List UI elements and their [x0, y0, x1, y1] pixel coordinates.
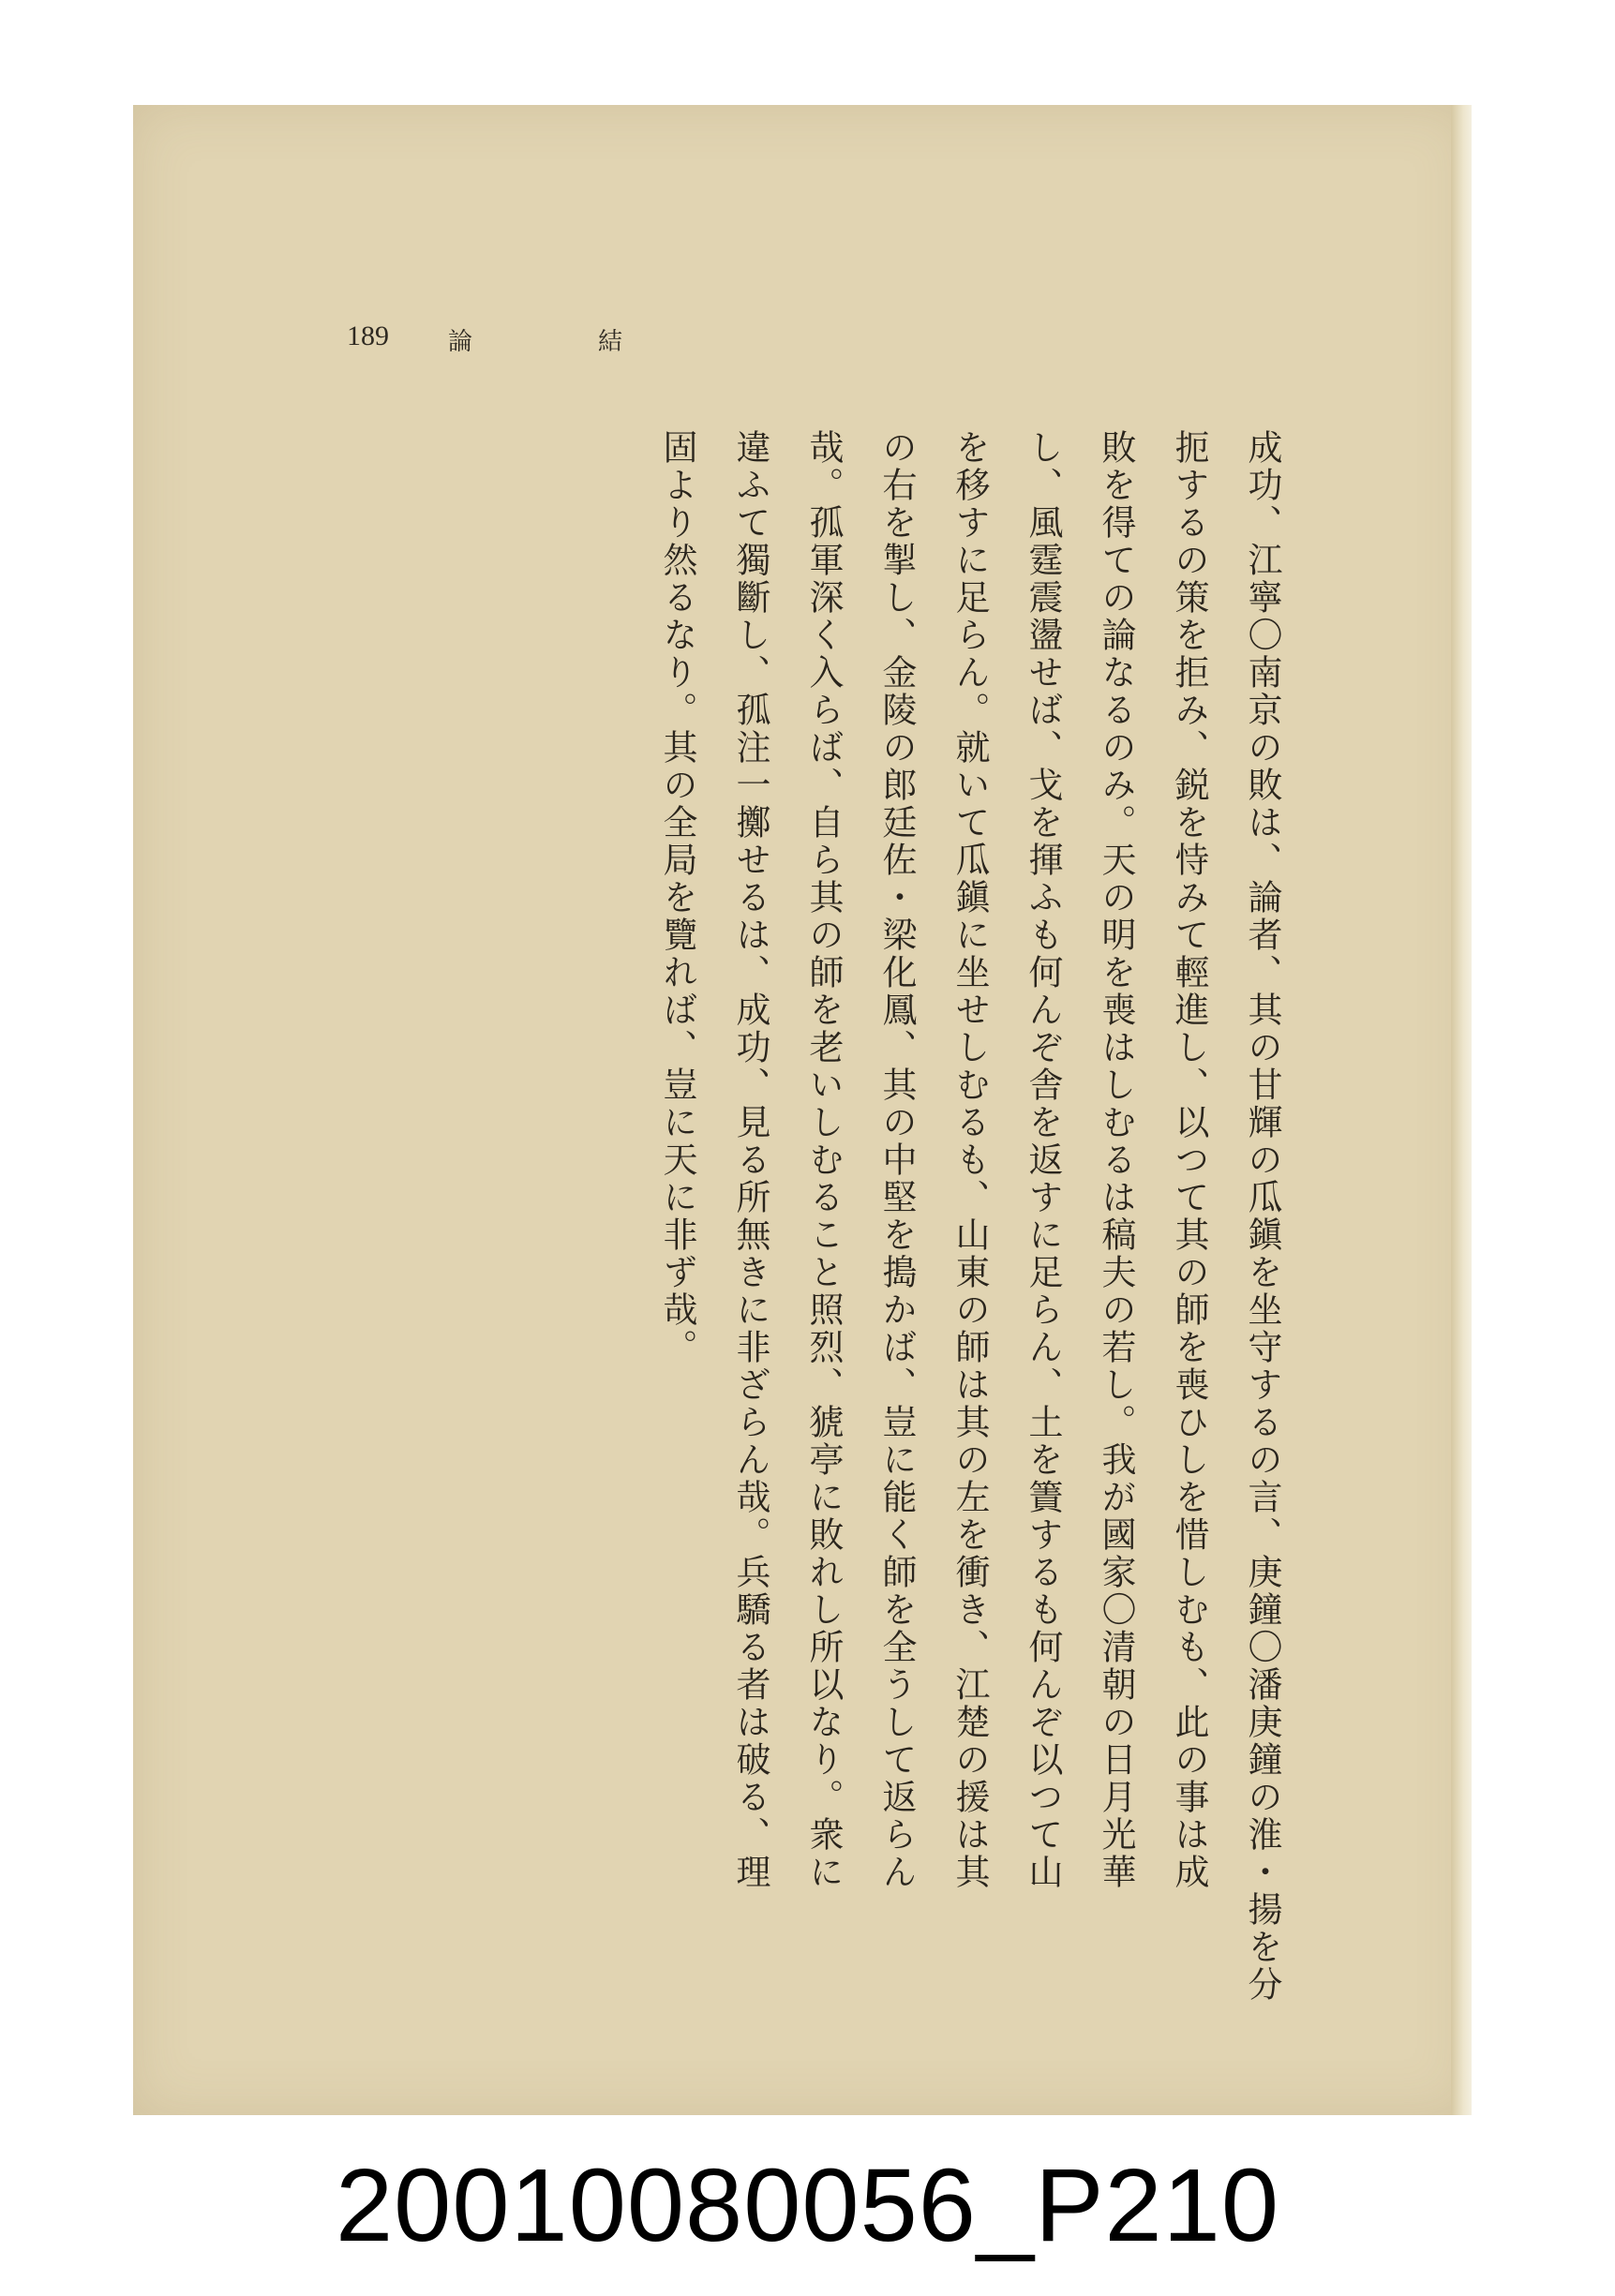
image-id-caption: 20010080056_P210 [335, 2148, 1280, 2263]
page-number: 189 [347, 321, 389, 351]
page-edge [1451, 105, 1472, 2115]
text-line-6: の右を掣し、金陵の郎廷佐・梁化鳳、其の中堅を搗かば、豈に能く師を全うして返らん [876, 429, 917, 1891]
text-line-1: 成功、江寧〇南京の敗は、論者、其の甘輝の瓜鎭を坐守するの言、庚鐘〇潘庚鐘の淮・揚を分 [1242, 429, 1282, 2004]
text-line-3: 敗を得ての論なるのみ。天の明を喪はしむるは稿夫の若し。我が國家〇清朝の日月光華 [1096, 429, 1136, 1891]
text-line-2: 扼するの策を拒み、鋭を恃みて輕進し、以つて其の師を喪ひしを惜しむも、此の事は成 [1169, 429, 1209, 1891]
text-line-5: を移すに足らん。就いて瓜鎭に坐せしむるも、山東の師は其の左を衝き、江楚の援は其 [950, 429, 990, 1891]
vertical-text-block [657, 429, 1298, 2004]
text-line-9: 固より然るなり。其の全局を覽れば、豈に天に非ず哉。 [657, 429, 697, 1366]
running-head-char-1: 論 [448, 328, 473, 356]
text-line-4: し、風霆震盪せば、戈を揮ふも何んぞ舎を返すに足らん、土を簀するも何んぞ以つて山 [1023, 429, 1063, 1891]
running-head [347, 321, 647, 365]
text-line-8: 違ふて獨斷し、孤注一擲せるは、成功、見る所無きに非ざらん哉。兵驕る者は破る、理 [730, 429, 770, 1891]
text-line-7: 哉。孤軍深く入らば、自ら其の師を老いしむること照烈、猇亭に敗れし所以なり。衆に [803, 429, 844, 1891]
running-head-char-2: 結 [598, 328, 623, 356]
